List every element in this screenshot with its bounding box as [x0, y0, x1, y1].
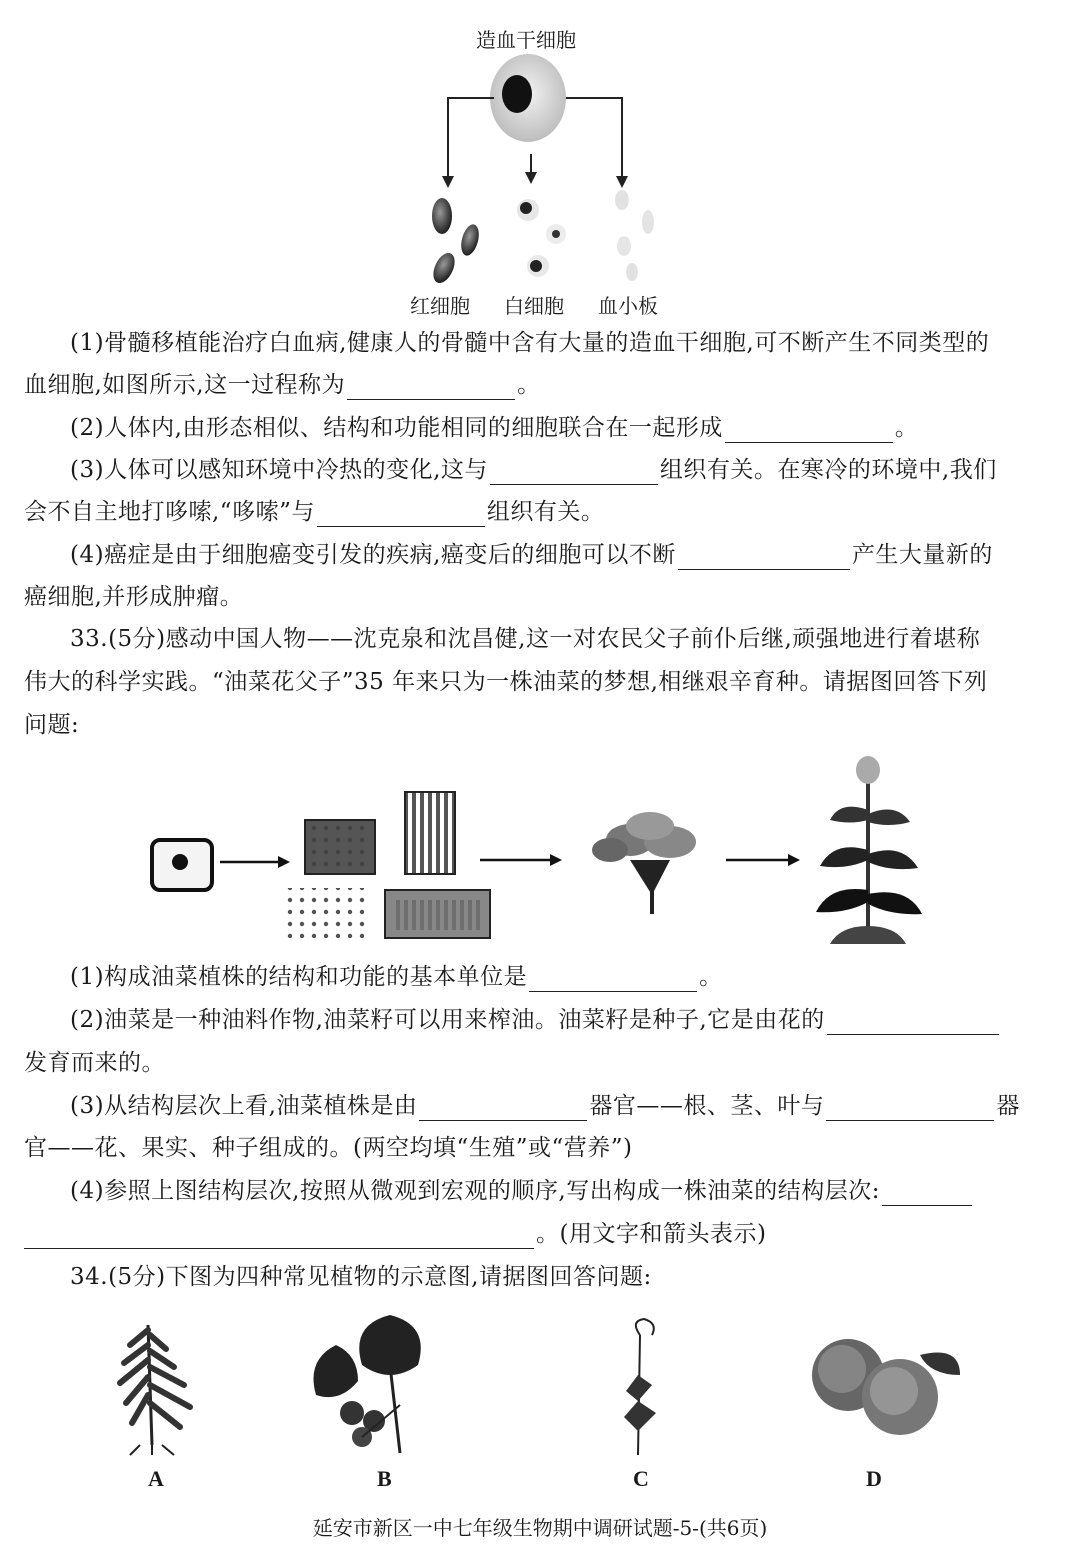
plant-b-label: B — [377, 1466, 392, 1491]
q32-part4-line1: (4)癌症是由于细胞癌变引发的疾病,癌变后的细胞可以不断 产生大量新的 — [70, 542, 993, 568]
tissue-icon — [405, 792, 455, 874]
answer-blank[interactable] — [347, 377, 515, 400]
tissue-icon — [285, 888, 365, 938]
answer-blank[interactable] — [882, 1183, 972, 1206]
platelet-icon — [615, 190, 629, 210]
q32-part4-line2: 癌细胞,并形成肿瘤。 — [24, 584, 244, 610]
q33-part3-line2: 官——花、果实、种子组成的。(两空均填“生殖”或“营养”) — [24, 1135, 633, 1161]
nucleus-icon — [502, 75, 532, 113]
flower-organ-icon — [592, 812, 696, 914]
ginkgo-plant-icon — [314, 1315, 421, 1453]
platelet-icon — [626, 263, 638, 281]
q32-part1-line1: (1)骨髓移植能治疗白血病,健康人的骨髓中含有大量的造血干细胞,可不断产生不同类型的 — [70, 330, 990, 356]
q32-part3-line2: 会不自主地打哆嗦,“哆嗦”与 组织有关。 — [24, 499, 605, 525]
peach-plant-icon — [812, 1339, 960, 1435]
blood-cell-diagram — [400, 50, 700, 290]
red-blood-cell-label: 红细胞 — [410, 294, 470, 318]
q33-part2-line2: 发育而来的。 — [24, 1050, 165, 1076]
answer-blank[interactable] — [24, 1226, 534, 1249]
q33-intro-line1: 33.(5分)感动中国人物——沈克泉和沈昌健,这一对农民父子前仆后继,顽强地进行着堪称 — [70, 626, 981, 652]
q32-part3-line1: (3)人体可以感知环境中冷热的变化,这与 组织有关。在寒冷的环境中,我们 — [70, 457, 997, 483]
q33-part1: (1)构成油菜植株的结构和功能的基本单位是 。 — [70, 964, 723, 990]
q34-intro: 34.(5分)下图为四种常见植物的示意图,请据图回答问题: — [70, 1264, 652, 1290]
red-blood-cell-icon — [458, 222, 482, 257]
platelet-icon — [642, 210, 654, 234]
page-footer: 延安市新区一中七年级生物期中调研试题-5-(共6页) — [312, 1516, 768, 1540]
red-blood-cell-icon — [429, 250, 459, 287]
plant-a-label: A — [148, 1466, 164, 1491]
rapeseed-structure-diagram — [140, 750, 940, 950]
answer-blank[interactable] — [678, 547, 850, 570]
red-blood-cell-icon — [432, 198, 452, 234]
q33-part3-line1: (3)从结构层次上看,油菜植株是由 器官——根、茎、叶与 器 — [70, 1093, 1020, 1119]
answer-blank[interactable] — [529, 969, 697, 992]
answer-blank[interactable] — [725, 420, 893, 443]
answer-blank[interactable] — [826, 1098, 994, 1121]
moss-plant-icon — [624, 1319, 656, 1455]
fern-plant-icon — [120, 1325, 190, 1455]
answer-blank[interactable] — [490, 462, 658, 485]
answer-blank[interactable] — [827, 1012, 999, 1035]
q32-part1-line2: 血细胞,如图所示,这一过程称为 。 — [24, 372, 541, 398]
answer-blank[interactable] — [317, 504, 485, 527]
q33-part4-line2: 。(用文字和箭头表示) — [24, 1219, 1054, 1249]
platelet-icon — [617, 236, 631, 256]
q33-part4-line1: (4)参照上图结构层次,按照从微观到宏观的顺序,写出构成一株油菜的结构层次: — [70, 1176, 1054, 1206]
q32-part2: (2)人体内,由形态相似、结构和功能相同的细胞联合在一起形成 。 — [70, 415, 919, 441]
stem-cell-label: 造血干细胞 — [476, 28, 576, 52]
answer-blank[interactable] — [419, 1098, 587, 1121]
plant-d-label: D — [866, 1466, 882, 1491]
plant-c-label: C — [633, 1466, 649, 1491]
four-plants-diagram — [100, 1305, 1000, 1455]
q33-intro-line2: 伟大的科学实践。“油菜花父子”35 年来只为一株油菜的梦想,相继艰辛育种。请据图回答下列 — [24, 669, 988, 695]
white-blood-cell-label: 白细胞 — [504, 294, 564, 318]
platelet-label: 血小板 — [598, 294, 658, 318]
q33-part2-line1: (2)油菜是一种油料作物,油菜籽可以用来榨油。油菜籽是种子,它是由花的 — [70, 1005, 1054, 1035]
rapeseed-plant-icon — [816, 756, 922, 944]
q33-intro-line3: 问题: — [24, 712, 80, 738]
